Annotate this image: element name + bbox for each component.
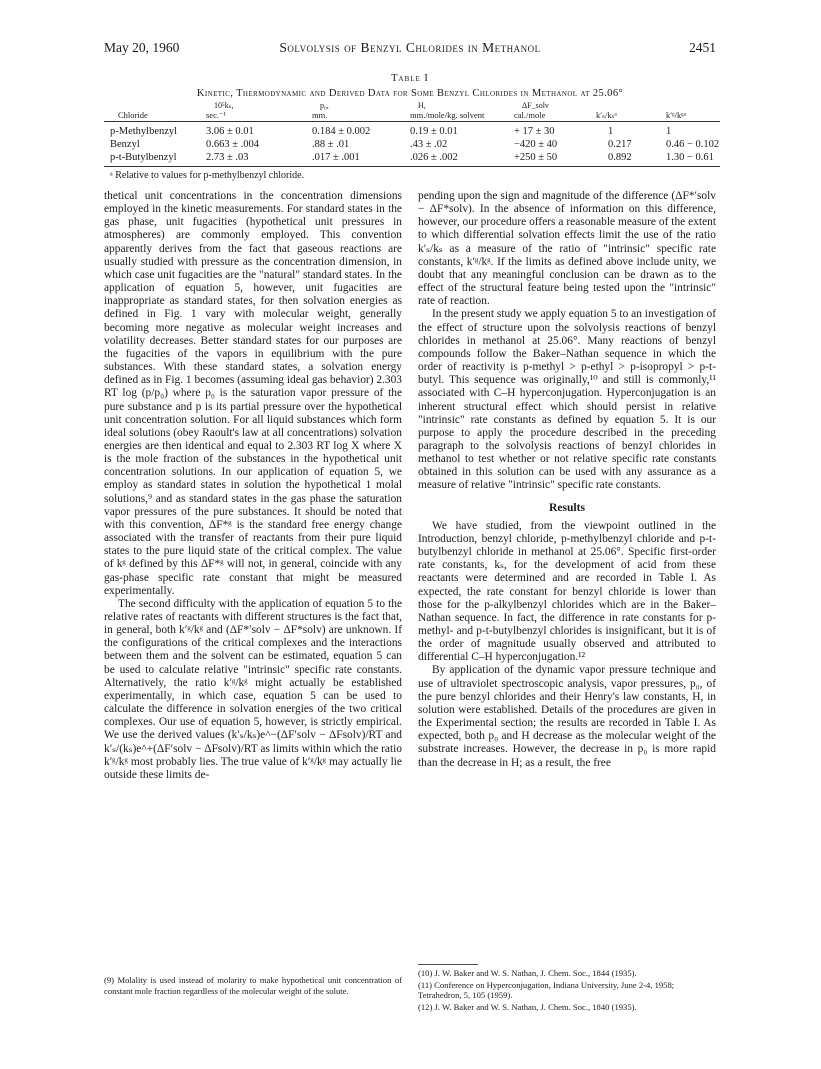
section-title: Results [548, 500, 586, 514]
paragraph: pending upon the sign and magnitude of the difference (ΔF*′solv − ΔF*solv). In the absence of information on this difference, however, our procedure offers a reasonable measure of the extent to which differential solvation effects limit the use of the ratio k′ₛ/kₛ as a measure of the ratio of "intrinsic" specific rate constants, k′ᵍ/kᵍ. If the limits as defined above include unity, we doubt that any meaningful conclusion can be drawn as to the effect of the structural feature being tested upon the "intrinsic" rate of reaction. [418, 190, 716, 308]
table-rule-top [104, 121, 720, 122]
column-header: sec.⁻¹ [206, 110, 227, 120]
right-column [418, 190, 716, 770]
row-label: p-Methylbenzyl [110, 126, 178, 137]
column-header-top: p₀, [320, 101, 329, 110]
table-cell: 0.184 ± 0.002 [312, 126, 371, 137]
paragraph: thetical unit concentrations in the concentration dimensions employed in the kinetic measurements. For standard states in the gas phase, unit fugacities (hypothetical unit pressures in atmospheres) are commonly employed. This convention apparently derives from the fact that gaseous reactions are usually studied with pressure as the concentration dimension, in which case unit fugacities are the "natural" standard states. In the application of equation 5, however, unit fugacities are inappropriate as standard states, for then solvation energies as defined in Fig. 1 vary with molecular weight, generally becoming more negative as molecular weight increases and volatility decreases. Better standard states for our purposes are the fugacities of the vapors in equilibrium with the pure substances. With these standard states, a solvation energy defined as in Fig. 1 becomes (assuming ideal gas behavior) 2.303 RT log (p/p₀) where p₀ is the saturation vapor pressure of the pure substance and p is its partial pressure over the hypothetical unit concentration solution. For all liquid substances which form ideal solutions (obey Raoult's law at all concentrations) solvation energies are then identical and equal to 2.303 RT log X where X is the mole fraction of the substances in the hypothetical unit concentration solutions. In our application of equation 5, we employ as standard states in solution the hypothetical 1 molal solutions,⁹ and as standard states in the gas phase the saturation vapor pressures of the pure substances. It should be noted that with this convention, ΔF*ᵍ is the standard free energy change associated with the transfer of reactants from their pure liquid states to the pure liquid state of the critical complex. The value of kᵍ defined by this ΔF*ᵍ will not, in general, coincide with any gas-phase specific rate constant that might be measured experimentally. [104, 190, 402, 597]
row-label: p-t-Butylbenzyl [110, 152, 177, 163]
column-header-top: ΔF_solv [522, 101, 549, 110]
table-cell: 1 [608, 126, 614, 137]
table-cell: 2.73 ± .03 [206, 152, 249, 163]
table-label: Table I [391, 73, 429, 84]
running-header [104, 40, 716, 60]
footnote-11: (11) Conference on Hyperconjugation, Indiana University, June 2-4, 1958; Tetrahedron, 5, 105 (1959). [418, 979, 675, 1000]
table-cell: 0.46 − 0.102 [666, 139, 720, 150]
table-caption: Kinetic, Thermodynamic and Derived Data for Some Benzyl Chlorides in Methanol at 25.06° [196, 88, 624, 99]
running-title: Solvolysis of Benzyl Chlorides in Methanol [279, 40, 541, 55]
table-cell: +250 ± 50 [514, 152, 558, 163]
table-cell: .43 ± .02 [410, 139, 448, 150]
column-header: mm./mole/kg. solvent [410, 110, 485, 120]
column-header-top: 10⁵kₛ, [214, 101, 234, 110]
column-header: mm. [312, 110, 328, 120]
footnote-12: (12) J. W. Baker and W. S. Nathan, J. Chem. Soc., 1840 (1935). [418, 1001, 637, 1012]
table-cell: 0.217 [608, 139, 632, 150]
paragraph: In the present study we apply equation 5 to an investigation of the effect of structure upon the solvolysis reactions of benzyl chlorides in methanol at 25.06°. Many reactions of benzyl compounds follow the Baker–Nathan sequence in which the order of reactivity is p-methyl > p-ethyl > p-isopropyl > p-t-butyl. This sequence was originally,¹⁰ and still is commonly,¹¹ associated with C–H hyperconjugation. Hyperconjugation is an inherent structural effect which should persist in relative "intrinsic" rate constants as defined by equation 5. It is our purpose to apply the procedure described in the preceding paragraph to the solvolysis reactions of benzyl chlorides in methanol to test whether or not relative specific rate constants obtained in this solution can be used with any assurance as a measure of relative "intrinsic" specific rate constants. [418, 308, 716, 492]
column-header: k′ₛ/kₛᵃ [596, 110, 617, 120]
left-column [104, 190, 402, 782]
table-cell: 3.06 ± 0.01 [206, 126, 254, 137]
page-number: 2451 [689, 40, 716, 55]
table-cell: −420 ± 40 [514, 139, 558, 150]
paragraph: The second difficulty with the application of equation 5 to the relative rates of reactants with different structures is the fact that, in general, both k′ᵍ/kᵍ and (ΔF*′solv − ΔF*solv) are unknown. If the configurations of the critical complexes and the interactions between them and the solvent can be estimated, equation 5 can be used to calculate relative "intrinsic" specific rate constants. Alternatively, the ratio k′ᵍ/kᵍ might actually be established experimentally, in which case, equation 5 can be used to calculate the difference in solvation energies of the two critical complexes. Our use of equation 5, however, is strictly empirical. We use the derived values (k′ₛ/kₛ)e^−(ΔF′solv − ΔFsolv)/RT and k′ₛ/(kₛ)e^+(ΔF′solv − ΔFsolv)/RT as limits within which the ratio k′ᵍ/kᵍ most probably lies. The true value of k′ᵍ/kᵍ may actually lie outside these limits de- [104, 597, 402, 781]
table-cell: 1.30 − 0.61 [666, 152, 714, 163]
table-cell: .026 ± .002 [410, 152, 458, 163]
footnote-rule [418, 964, 478, 965]
footnote-9: (9) Molality is used instead of molarity to make hypothetical unit concentration of constant mole fraction regardless of the molecular weight of the solute. [104, 975, 402, 996]
column-header: cal./mole [514, 110, 546, 120]
table-cell: + 17 ± 30 [514, 126, 555, 137]
table-cell: 0.663 ± .004 [206, 139, 260, 150]
column-header: Chloride [118, 110, 148, 120]
row-label: Benzyl [110, 139, 140, 150]
table-rule-bottom [104, 166, 720, 167]
footnote-10: (10) J. W. Baker and W. S. Nathan, J. Chem. Soc., 1844 (1935). [418, 968, 637, 978]
table-cell: .017 ± .001 [312, 152, 360, 163]
table-footnote: ᵃ Relative to values for p-methylbenzyl chloride. [110, 170, 305, 181]
table-cell: 0.19 ± 0.01 [410, 126, 458, 137]
table-cell: .88 ± .01 [312, 139, 350, 150]
column-header-top: H, [418, 101, 426, 110]
paragraph: By application of the dynamic vapor pressure technique and use of ultraviolet spectroscopic analysis, vapor pressures, p₀, of the pure benzyl chlorides and their Henry's law constants, H, in solution were established. Details of the procedures are given in the Experimental section; the results are recorded in Table I. As expected, both p₀ and H decrease as the molecular weight of the substrate increases. However, the decrease in p₀ is more rapid than the decrease in H; as a result, the free [418, 664, 716, 769]
footnotes-right [418, 968, 716, 1013]
column-header: k′ᵍ/kᵍᵃ [666, 110, 687, 120]
table-cell: 1 [666, 126, 672, 137]
table-cell: 0.892 [608, 152, 632, 163]
issue-date: May 20, 1960 [104, 40, 180, 55]
paragraph: We have studied, from the viewpoint outlined in the Introduction, benzyl chloride, p-methylbenzyl chloride and p-t-butylbenzyl chloride in methanol at 25.06°. Specific first-order rate constants, kₛ, for the development of acid from these reactants were determined and are recorded in Table I. As expected, the rate constant for benzyl chloride is lower than those for the p-alkylbenzyl chlorides which are in the Baker–Nathan sequence. In fact, the difference in rate constants for p-methyl- and p-t-butylbenzyl chlorides is insignificant, but it is of the order of magnitude usually observed and attributed to differential C–H hyperconjugation.¹² [418, 519, 716, 664]
